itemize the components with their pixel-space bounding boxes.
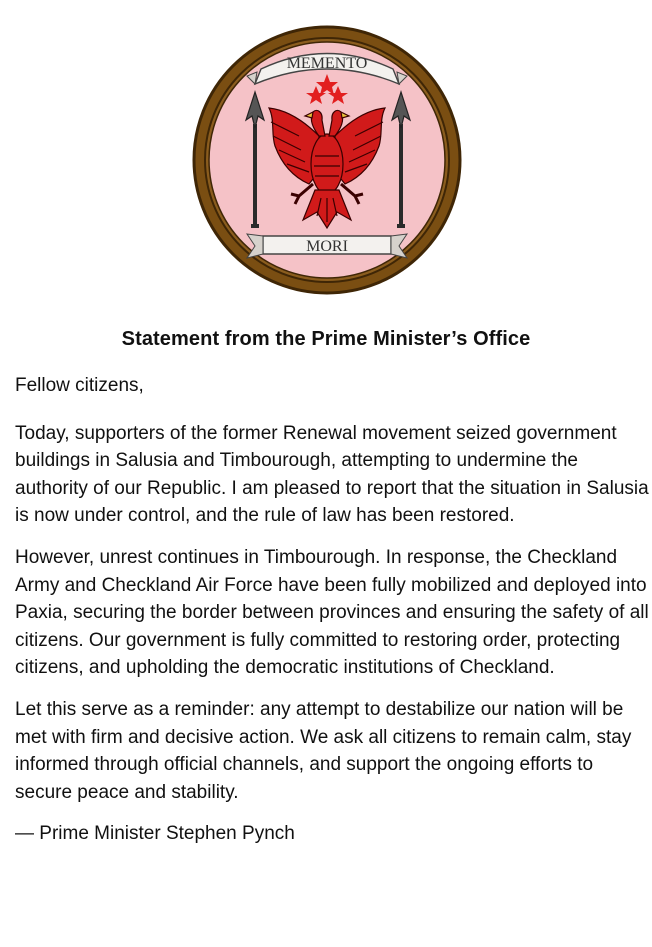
bottom-banner [247,234,407,258]
signature: — Prime Minister Stephen Pynch [15,823,295,845]
paragraph-2: However, unrest continues in Timbourough. In response, the Checkland Army and Checkland Air Force have been fully mobilized and deployed into Paxia, securing the border between provinces and ensuring the safety of all citizens. Our government is fully committed to restoring order, protecting citizens, and upholding the democratic institutions of Checkland. [15,546,649,679]
salutation: Fellow citizens, [15,375,144,396]
official-seal [191,24,463,296]
seal-top-text: MEMENTO [286,55,368,72]
statement-title: Statement from the Prime Minister’s Office [121,328,531,350]
statement-body [15,372,649,862]
paragraph-1: Today, supporters of the former Renewal movement seized government buildings in Salusia and Timbourough, attempting to undermine the authority of our Republic. I am pleased to report that the situation in Salusia is now under control, and the rule of law has been restored. [15,422,649,527]
seal-bottom-text: MORI [306,238,348,255]
paragraph-3: Let this serve as a reminder: any attempt to destabilize our nation will be met with firm and decisive action. We ask all citizens to remain calm, stay informed through official channels, and support the ongoing efforts to secure peace and stability. [15,698,632,803]
